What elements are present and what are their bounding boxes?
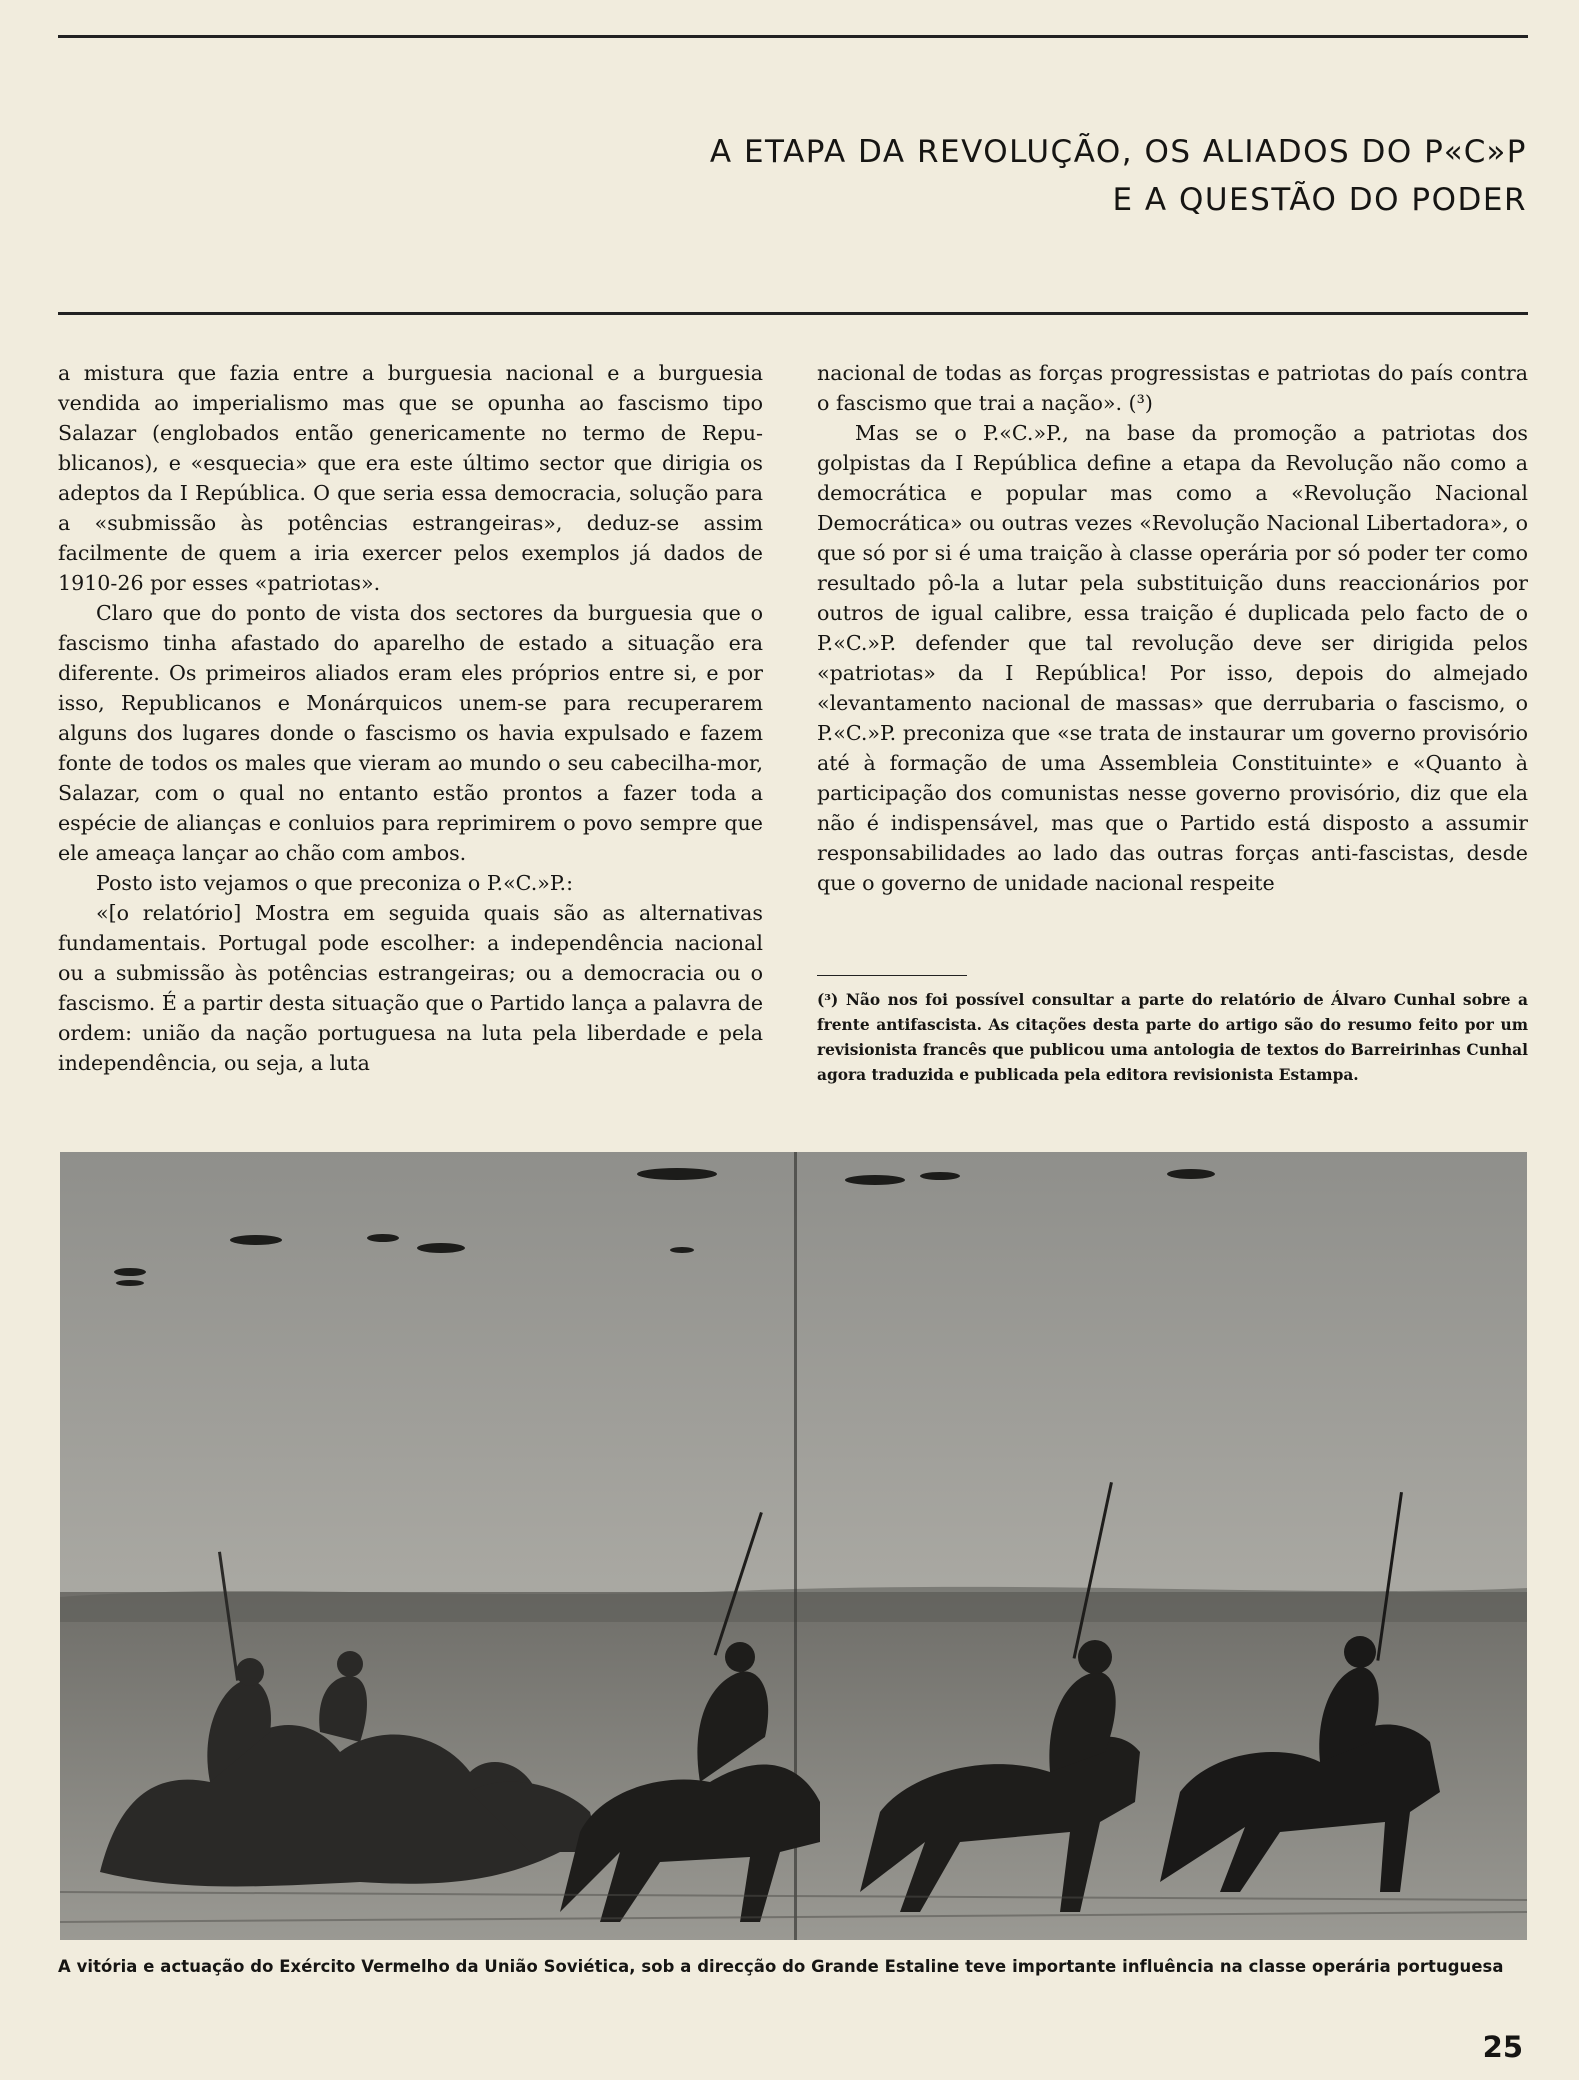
paragraph: Posto isto vejamos o que preconiza o P.«C.»P.: <box>96 871 574 895</box>
footnote-rule <box>817 975 967 976</box>
paragraph: Mas se o P.«C.»P., na base da promoção a patriotas dos golpistas da I República define a etapa da Revolução não como a democrática e popular mas como a «Revolução Nacional Democrática» ou outras vezes «Revolução Nacional Libertadora», o que só por si é uma traição à classe operária por só poder ter como resultado pô-la a lutar pela substituição duns reaccionários por outros de igual calibre, essa traição é duplicada pelo facto de o P.«C.»P. defender que tal revolução deve ser dirigida pelos «patriotas» da I República! Por isso, depois do almejado «levantamento nacional de massas» que derrubaria o fascismo, o P.«C.»P. preconiza que «se trata de instaurar um governo provisório até à formação de uma Assembleia Constituinte» e «Quanto à participação dos comunistas nesse governo provisório, diz que ela não é indispensável, mas que o Partido está disposto a assumir responsabilidades ao lado das outras forças anti-fascistas, desde que o governo de unidade nacional respeite <box>817 421 1528 895</box>
quoted-paragraph: «[o relatório] Mostra em seguida quais são as alternativas fundamentais. Portugal pode escolher: a independência nacional ou a submissão às potências estrangeiras; ou a democracia ou o fascismo. É a partir desta situação que o Partido lança a palavra de ordem: união da nação portuguesa na luta pela liberdade e pela independência, ou seja, a luta <box>58 901 764 1075</box>
page-number: 25 <box>1482 2030 1523 2064</box>
article-headline <box>710 128 1527 224</box>
left-text-column <box>58 358 763 1078</box>
paragraph: Claro que do ponto de vista dos sectores da burguesia que o fascismo tinha afastado do aparelho de estado a situação era diferente. Os primeiros aliados eram eles próprios entre si, e por isso, Republicanos e Monárquicos unem-se para recuperarem alguns dos lugares donde o fascismo os havia expulsado e fazem fonte de todos os males que vieram ao mundo o seu cabecilha-mor, Salazar, com o qual no entanto estão prontos a fazer toda a espécie de alianças e conluios para reprimirem o povo sempre que ele ameaça lançar ao chão com ambos. <box>58 601 763 865</box>
paragraph: a mistura que fazia entre a burguesia nacional e a burguesia vendida ao imperialismo mas que se opunha ao fascismo tipo Salazar (englobados então genericamente no termo de Republicanos), e «esquecia» que era este último sector que dirigia os adeptos da I República. O que seria essa democracia, solução para a «submissão às potências estrangeiras», deduz-se assim facilmente de quem a iria exercer pelos exemplos já dados de 1910-26 por esses «patriotas». <box>58 361 763 595</box>
cavalry-charge-photo <box>60 1152 1527 1940</box>
right-text-column <box>817 358 1528 898</box>
top-rule <box>58 35 1528 38</box>
headline-bottom-rule <box>58 312 1528 315</box>
photo-illustration <box>60 1152 1527 1940</box>
headline-line-1: A ETAPA DA REVOLUÇÃO, OS ALIADOS DO P«C»P <box>709 134 1527 170</box>
paragraph: nacional de todas as forças progressistas e patriotas do país contra o fascismo que trai a nação». (³) <box>817 361 1528 415</box>
photo-caption: A vitória e actuação do Exército Vermelho da União Soviética, sob a direcção do Grande Estaline teve importante influência na classe operária portuguesa <box>58 1957 1504 1976</box>
headline-line-2: E A QUESTÃO DO PODER <box>1112 182 1527 218</box>
footnote: (³) Não nos foi possível consultar a parte do relatório de Álvaro Cunhal sobre a frente antifascista. As citações desta parte do artigo são do resumo feito por um revisionista francês que publicou uma antologia de textos do Barreirinhas Cunhal agora traduzida e publicada pela editora revisionista Estampa. <box>817 991 1528 1084</box>
